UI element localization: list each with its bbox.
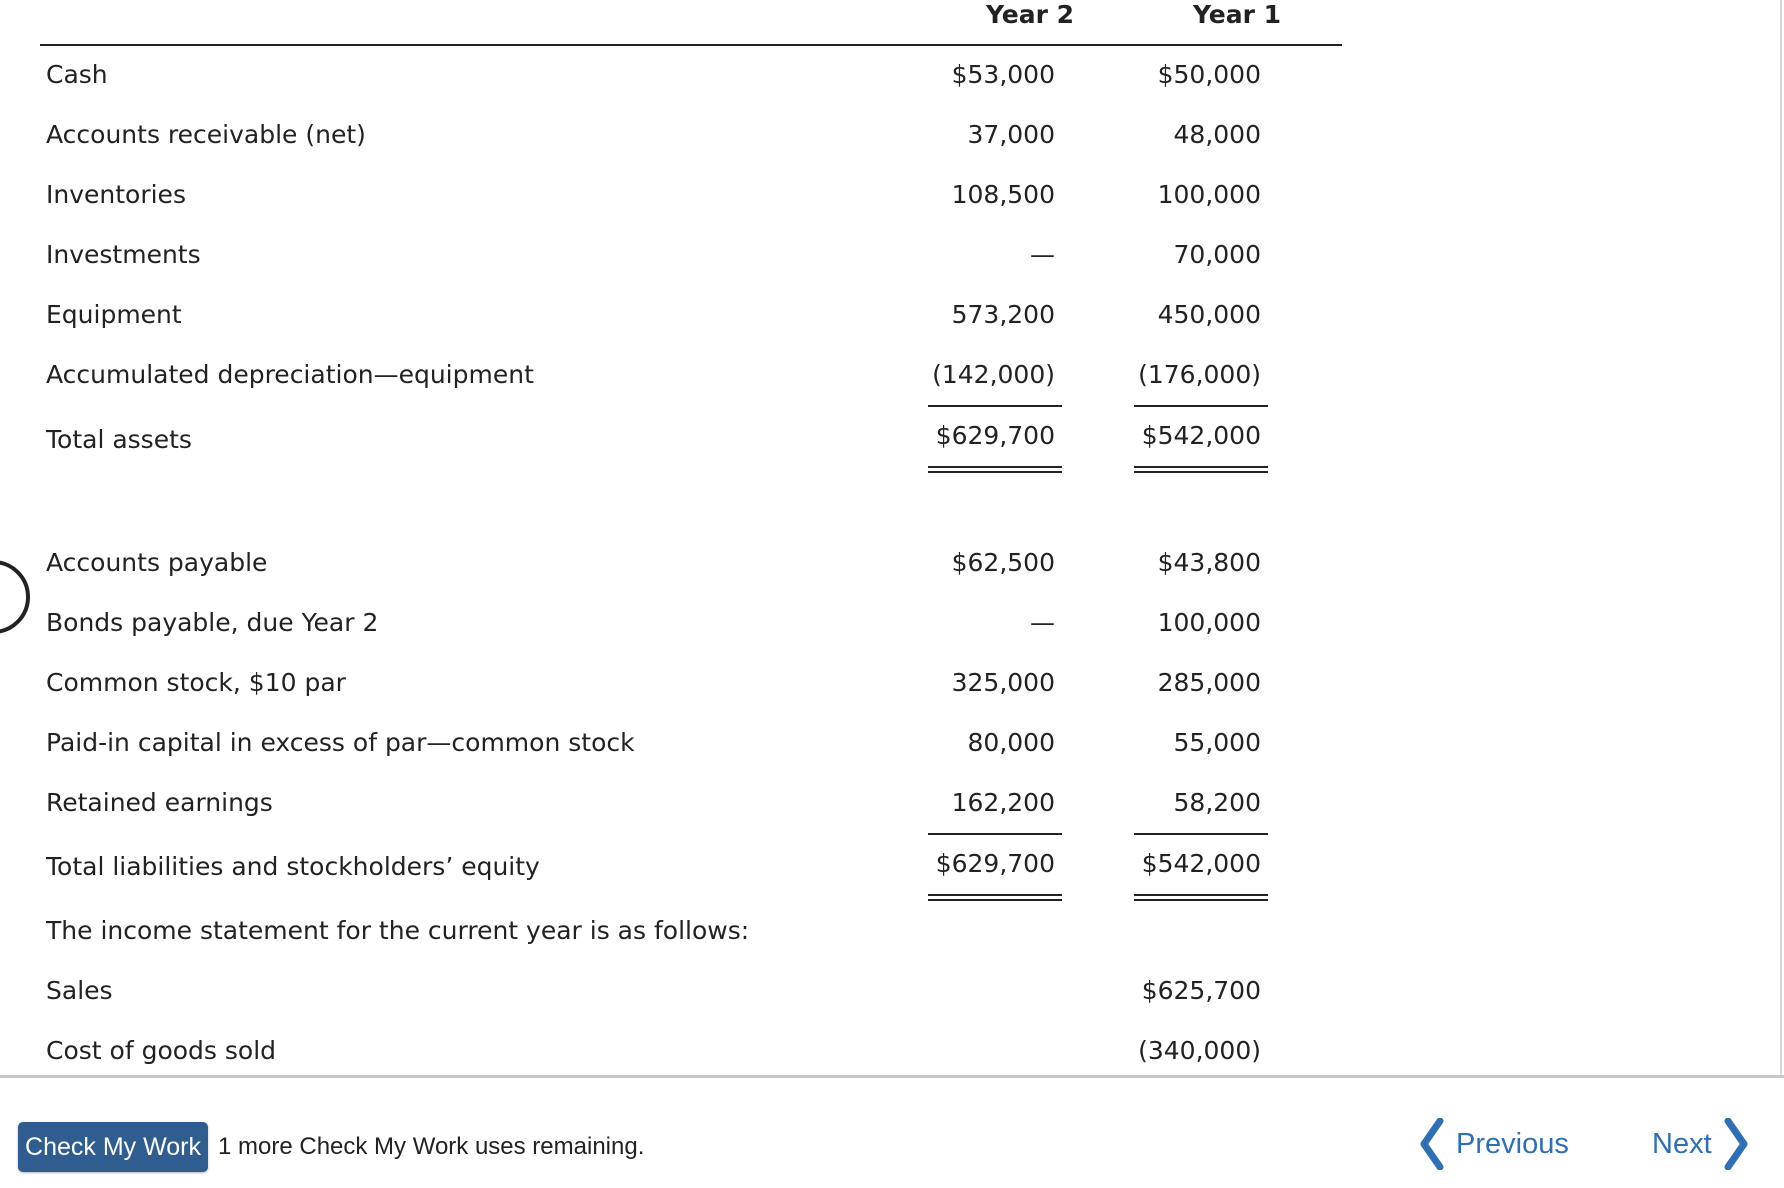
total-double-rule-year2	[928, 894, 1062, 901]
header-year2: Year 2	[985, 0, 1075, 29]
chevron-left-icon	[1418, 1118, 1444, 1170]
row-year2-total: $629,700	[935, 421, 1055, 450]
subtotal-rule-year1	[1134, 405, 1268, 407]
income-amount: (340,000)	[1138, 1036, 1261, 1065]
row-label: Bonds payable, due Year 2	[46, 608, 379, 637]
row-year1: 100,000	[1157, 180, 1261, 209]
collapse-handle-icon[interactable]	[0, 560, 30, 634]
row-year1: $50,000	[1157, 60, 1261, 89]
content-right-border	[1780, 0, 1782, 1075]
row-label: Accounts payable	[46, 548, 268, 577]
row-label: Accumulated depreciation—equipment	[46, 360, 534, 389]
total-double-rule-year2	[928, 466, 1062, 473]
row-year2: 108,500	[951, 180, 1055, 209]
row-label: Accounts receivable (net)	[46, 120, 366, 149]
row-year1: 450,000	[1157, 300, 1261, 329]
row-year2: 80,000	[967, 728, 1055, 757]
next-label: Next	[1652, 1127, 1712, 1160]
check-my-work-button[interactable]: Check My Work	[18, 1122, 208, 1172]
row-label: Retained earnings	[46, 788, 273, 817]
income-label: Sales	[46, 976, 113, 1005]
row-label: Cash	[46, 60, 108, 89]
row-year1: 48,000	[1173, 120, 1261, 149]
income-intro: The income statement for the current year is as follows:	[46, 916, 750, 945]
row-year2: 325,000	[951, 668, 1055, 697]
row-label: Paid-in capital in excess of par—common stock	[46, 728, 635, 757]
subtotal-rule-year2	[928, 405, 1062, 407]
row-year2: (142,000)	[932, 360, 1055, 389]
total-double-rule-year1	[1134, 466, 1268, 473]
row-year2: 573,200	[951, 300, 1055, 329]
row-year1: 58,200	[1173, 788, 1261, 817]
row-year2: —	[1030, 240, 1055, 269]
row-year1: 70,000	[1173, 240, 1261, 269]
row-year2: 37,000	[967, 120, 1055, 149]
previous-button[interactable]	[1418, 1116, 1569, 1172]
row-year1: (176,000)	[1138, 360, 1261, 389]
row-year1-total: $542,000	[1141, 849, 1261, 878]
row-year2: —	[1030, 608, 1055, 637]
income-label: Cost of goods sold	[46, 1036, 277, 1065]
subtotal-rule-year2	[928, 833, 1062, 835]
next-button[interactable]	[1652, 1116, 1750, 1172]
chevron-right-icon	[1724, 1118, 1750, 1170]
header-year1: Year 1	[1192, 0, 1282, 29]
row-year1: $43,800	[1157, 548, 1261, 577]
row-label-total: Total assets	[46, 425, 192, 454]
check-uses-remaining: 1 more Check My Work uses remaining.	[218, 1133, 645, 1160]
subtotal-rule-year1	[1134, 833, 1268, 835]
row-year2: $62,500	[951, 548, 1055, 577]
total-double-rule-year1	[1134, 894, 1268, 901]
income-amount: $625,700	[1141, 976, 1261, 1005]
row-label: Investments	[46, 240, 201, 269]
header-rule	[40, 44, 1342, 46]
row-year1: 285,000	[1157, 668, 1261, 697]
previous-label: Previous	[1456, 1127, 1569, 1160]
row-label: Inventories	[46, 180, 186, 209]
row-label: Equipment	[46, 300, 182, 329]
row-label: Common stock, $10 par	[46, 668, 346, 697]
row-year2: $53,000	[951, 60, 1055, 89]
row-year1: 100,000	[1157, 608, 1261, 637]
row-year1-total: $542,000	[1141, 421, 1261, 450]
row-label-total: Total liabilities and stockholders’ equity	[46, 852, 540, 881]
row-year1: 55,000	[1173, 728, 1261, 757]
row-year2: 162,200	[951, 788, 1055, 817]
row-year2-total: $629,700	[935, 849, 1055, 878]
